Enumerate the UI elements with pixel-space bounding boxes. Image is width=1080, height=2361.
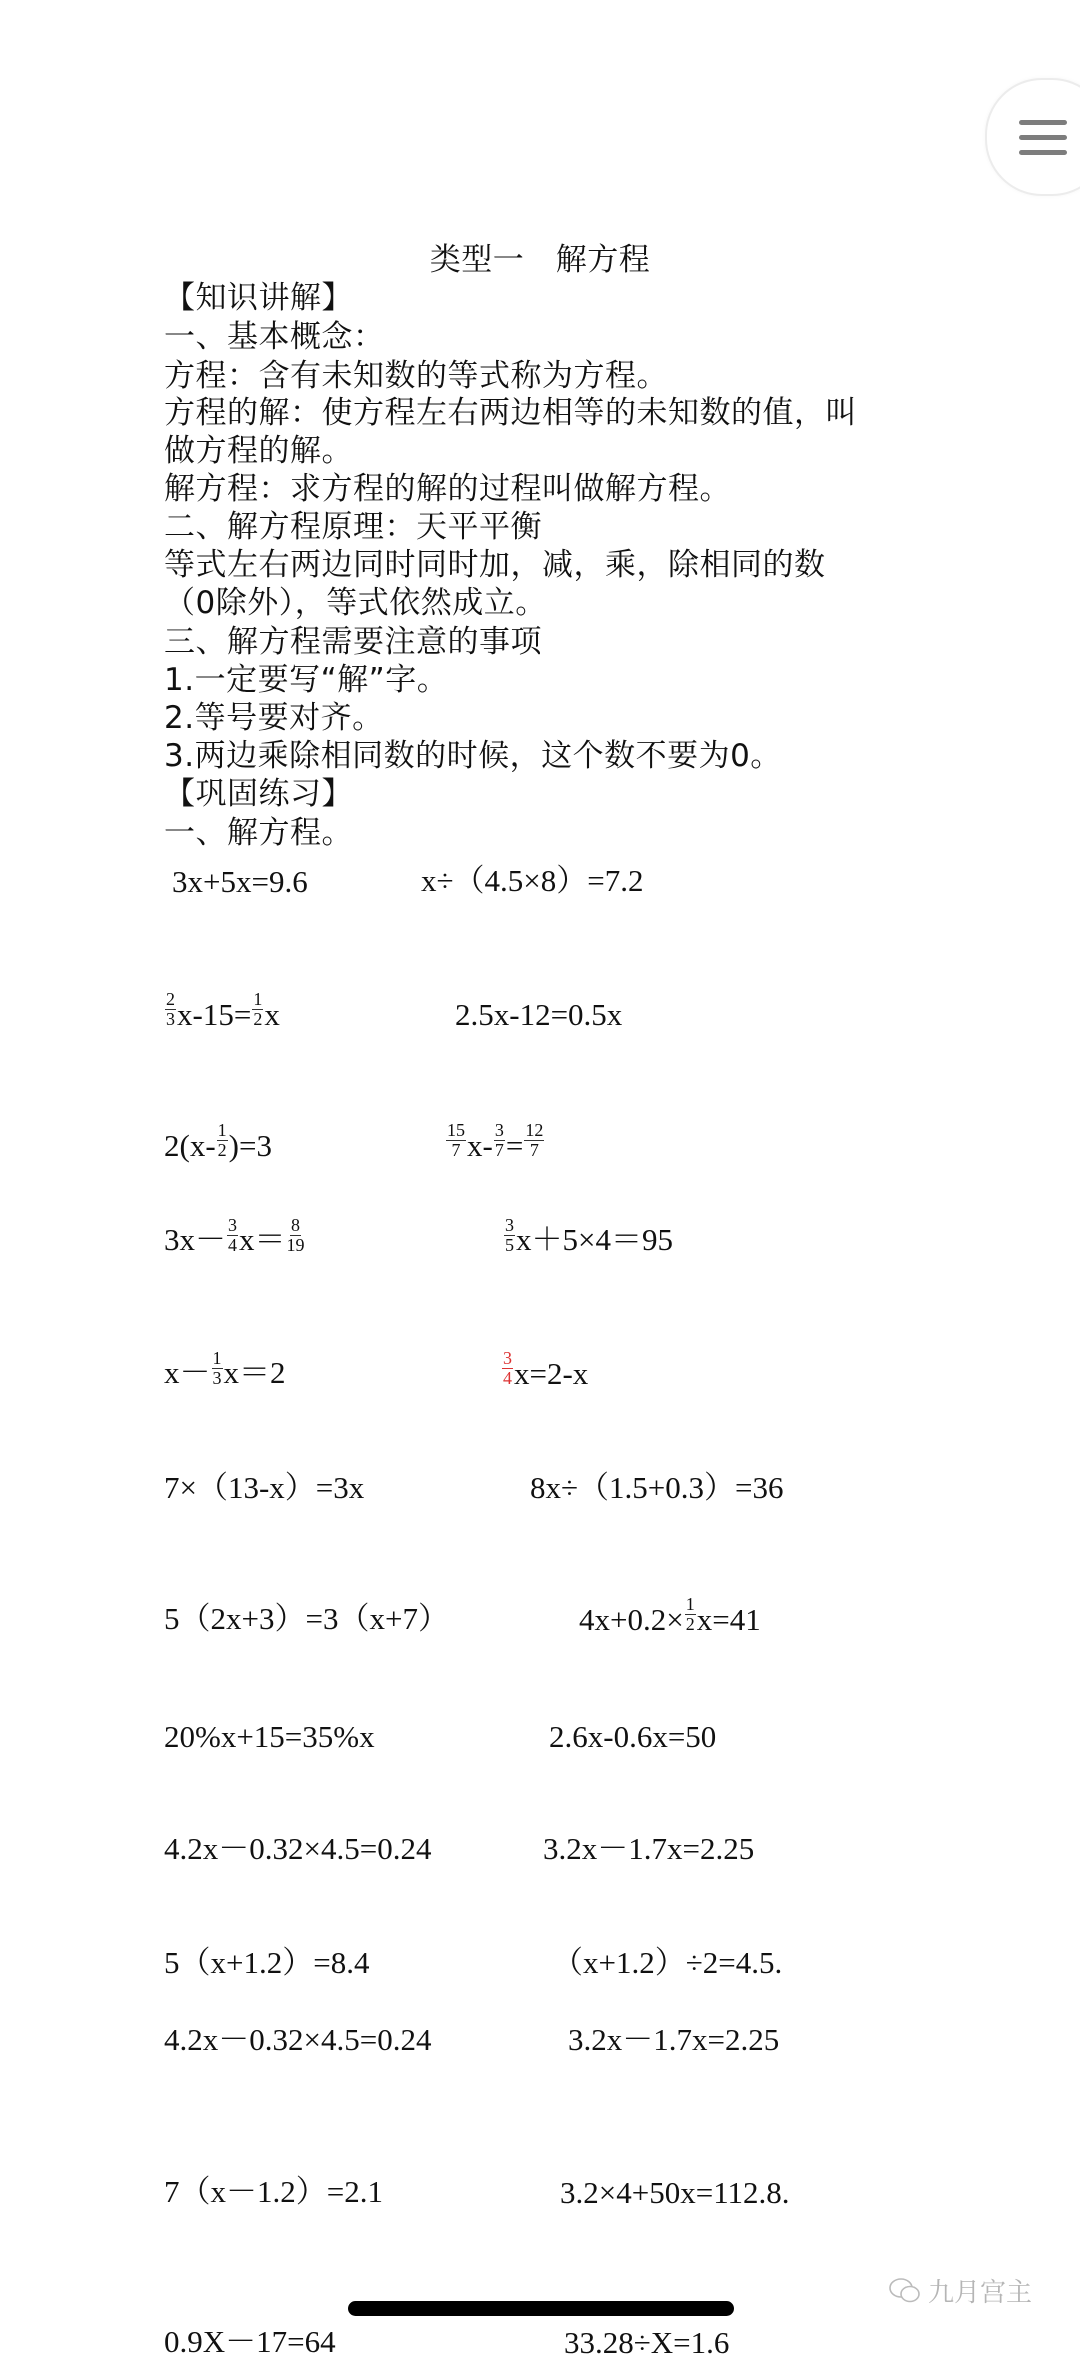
equation-text: x÷（4.5×8）=7.2 (421, 863, 644, 898)
numerator: 3 (494, 1120, 504, 1140)
equation (530, 1447, 783, 1507)
equation (543, 1808, 754, 1868)
watermark (888, 2272, 1032, 2309)
equation (164, 1999, 431, 2059)
fraction (494, 1121, 505, 1160)
equation-text: x=41 (696, 1602, 761, 1637)
equation (164, 1808, 431, 1868)
equation (164, 2301, 336, 2361)
fraction (217, 1121, 228, 1160)
text-line: 3.两边乘除相同数的时候，这个数不要为0。 (164, 738, 782, 774)
equation-text: 4.2x－0.32×4.5=0.24 (164, 2022, 432, 2057)
menu-button[interactable] (985, 78, 1080, 196)
numerator: 1 (212, 1348, 222, 1368)
equation-text: 3.2x－1.7x=2.25 (543, 1831, 755, 1866)
equation (164, 973, 280, 1033)
denominator: 3 (166, 1009, 175, 1029)
fraction (252, 990, 263, 1029)
text-line: 1.一定要写“解”字。 (164, 662, 449, 698)
fraction (524, 1121, 544, 1160)
numerator: 15 (447, 1120, 465, 1140)
equation-text: x-15= (177, 997, 252, 1032)
hamburger-menu-icon-line (1019, 135, 1067, 140)
numerator: 1 (685, 1594, 695, 1614)
equation (164, 1332, 286, 1392)
denominator: 4 (228, 1235, 237, 1255)
text-line: 等式左右两边同时同时加，减，乘，除相同的数 (164, 547, 826, 583)
equation-text: x＋5×4＝95 (516, 1222, 673, 1257)
fraction (165, 990, 176, 1029)
fraction (446, 1121, 466, 1160)
equation-text: 3.2x－1.7x=2.25 (568, 2022, 780, 2057)
equation (579, 1578, 761, 1638)
equation (164, 1578, 449, 1638)
denominator: 2 (253, 1009, 263, 1029)
denominator: 2 (217, 1140, 227, 1160)
equation-text: 4x+0.2× (579, 1602, 684, 1637)
equation (164, 1104, 272, 1164)
equation-text: x=2-x (514, 1356, 589, 1391)
equation-text: 2(x- (164, 1128, 216, 1163)
equation (164, 1695, 375, 1755)
equation-text: 7×（13-x）=3x (164, 1470, 365, 1505)
text-line: 2.等号要对齐。 (164, 700, 384, 736)
hamburger-menu-icon-line (1019, 150, 1067, 155)
text-line: （0除外），等式依然成立。 (164, 585, 547, 621)
equation (455, 973, 622, 1033)
equation-text: 3x－ (164, 1222, 226, 1257)
denominator: 7 (529, 1140, 539, 1160)
numerator: 3 (228, 1215, 237, 1235)
equation (164, 1922, 369, 1982)
equation (164, 2151, 383, 2211)
equation-text: 3x+5x=9.6 (172, 864, 308, 899)
fraction (287, 1216, 305, 1255)
equation (172, 840, 308, 900)
numerator: 3 (505, 1215, 514, 1235)
equation (501, 1332, 588, 1392)
equation-text: )=3 (228, 1128, 272, 1163)
text-line: 【知识讲解】 (164, 280, 353, 316)
equation-text: 0.9X－17=64 (164, 2324, 336, 2359)
denominator: 7 (451, 1140, 461, 1160)
text-line: 二、解方程原理：天平平衡 (164, 509, 542, 545)
fraction (227, 1216, 238, 1255)
numerator: 8 (291, 1215, 300, 1235)
equation-text: 4.2x－0.32×4.5=0.24 (164, 1831, 432, 1866)
numerator: 3 (503, 1348, 512, 1368)
equation (552, 1922, 782, 1982)
text-line: 方程的解：使方程左右两边相等的未知数的值，叫 (164, 395, 857, 431)
text-line: 方程：含有未知数的等式称为方程。 (164, 358, 668, 394)
equation-text: x- (467, 1128, 493, 1163)
equation-text: 5（x+1.2）=8.4 (164, 1945, 370, 1980)
equation-text: 3.2×4+50x=112.8. (560, 2175, 790, 2210)
text-line: 一、解方程。 (164, 815, 353, 851)
hamburger-menu-icon (1019, 120, 1067, 125)
equation-text: （x+1.2）÷2=4.5. (552, 1945, 783, 1980)
page-title: 类型一 解方程 (429, 242, 651, 278)
numerator: 2 (166, 989, 175, 1009)
wechat-icon (888, 2276, 922, 2306)
equation-text: 7（x－1.2）=2.1 (164, 2174, 383, 2209)
equation-text: 2.5x-12=0.5x (455, 997, 623, 1032)
denominator: 5 (505, 1235, 514, 1255)
fraction (504, 1216, 515, 1255)
numerator: 1 (253, 989, 263, 1009)
denominator: 7 (494, 1140, 504, 1160)
equation-text: x＝ (239, 1222, 286, 1257)
equation (164, 1199, 306, 1259)
text-line: 做方程的解。 (164, 433, 353, 469)
text-line: 【巩固练习】 (164, 776, 353, 812)
equation-text: 2.6x-0.6x=50 (549, 1719, 717, 1754)
equation-text: 8x÷（1.5+0.3）=36 (530, 1470, 784, 1505)
equation (549, 1695, 716, 1755)
equation-text: x (264, 997, 280, 1032)
equation-text: = (505, 1128, 524, 1163)
equation (560, 2151, 790, 2211)
watermark-text: 九月宫主 (928, 2278, 1033, 2308)
denominator: 2 (685, 1614, 695, 1634)
denominator: 19 (286, 1235, 305, 1255)
equation-text: x＝2 (223, 1355, 286, 1390)
equation (445, 1104, 545, 1164)
text-line: 解方程：求方程的解的过程叫做解方程。 (164, 471, 731, 507)
equation (164, 1447, 364, 1507)
text-line: 一、基本概念： (164, 319, 385, 355)
equation-text: 5（2x+3）=3（x+7） (164, 1601, 449, 1636)
equation (421, 840, 643, 900)
equation (503, 1199, 673, 1259)
home-indicator[interactable] (348, 2301, 734, 2316)
fraction (212, 1349, 223, 1388)
denominator: 3 (212, 1368, 222, 1388)
fraction (685, 1595, 696, 1634)
numerator: 1 (217, 1120, 227, 1140)
equation (568, 1999, 779, 2059)
fraction (502, 1349, 513, 1388)
equation-text: x－ (164, 1355, 211, 1390)
denominator: 4 (503, 1368, 512, 1388)
equation-text: 20%x+15=35%x (164, 1719, 375, 1754)
text-line: 三、解方程需要注意的事项 (164, 624, 542, 660)
numerator: 12 (525, 1120, 544, 1140)
equation-text: 33.28÷X=1.6 (564, 2325, 730, 2360)
